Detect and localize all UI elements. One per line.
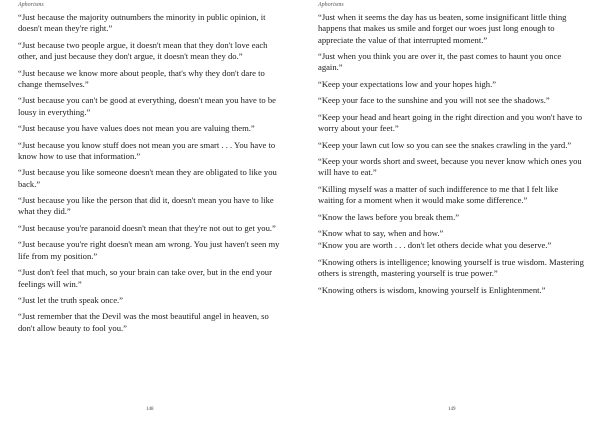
running-header: Aphorisms — [18, 2, 44, 8]
quote: “Knowing others is intelligence; knowing yourself is true wisdom. Mastering others is strength, mastering yourself is true power.” — [318, 256, 584, 279]
quote: “Just because you like the person that did it, doesn't mean you have to like what they did.” — [18, 195, 274, 217]
quote: “Just because you can't be good at everything, doesn't mean you have to be lousy in everything.” — [18, 95, 276, 117]
quote: “Keep your words short and sweet, because you never know which ones you will have to eat.” — [318, 156, 582, 178]
quote: “Know the laws before you break them.” — [318, 211, 460, 222]
quote: “Know what to say, when and how.” — [318, 228, 444, 239]
quote: “Keep your head and heart going in the right direction and you won't have to worry about your feet.” — [318, 111, 583, 134]
quote: “Just because you like someone doesn't mean they are obligated to like you back.” — [18, 167, 277, 189]
quote: “Just because the majority outnumbers the minority in public opinion, it doesn't mean they're right.” — [18, 12, 266, 34]
quote-list — [18, 12, 286, 339]
running-header: Aphorisms — [318, 2, 344, 8]
quote: “Just because you have values does not mean you are valuing them.” — [18, 123, 255, 134]
quote: “Just let the truth speak once.” — [18, 295, 124, 305]
quote: “Knowing others is wisdom, knowing yourself is Enlightenment.” — [318, 284, 546, 295]
page-number: 149 — [448, 407, 456, 412]
quote: “Know you are worth . . . don't let others decide what you deserve.” — [318, 240, 552, 251]
quote: “Keep your expectations low and your hopes high.” — [318, 78, 497, 89]
quote: “Just because two people argue, it doesn't mean that they don't love each other, and just because they don't argue, it doesn't mean they do.” — [18, 39, 268, 62]
quote: “Keep your lawn cut low so you can see the snakes crawling in the yard.” — [318, 139, 572, 150]
quote: “Just because you're paranoid doesn't mean that they're not out to get you.” — [18, 222, 276, 233]
quote-list — [318, 12, 586, 301]
quote: “Just because we know more about people, that's why they don't dare to change themselves.” — [18, 67, 265, 89]
quote: “Killing myself was a matter of such indifference to me that I felt like waiting for a moment when it would make some difference.” — [318, 183, 559, 206]
quote: “Keep your face to the sunshine and you will not see the shadows.” — [318, 95, 550, 106]
quote: “Just because you know stuff does not mean you are smart . . . You have to know how to use that information.” — [18, 139, 276, 161]
quote: “Just when you think you are over it, the past comes to haunt you once again.” — [318, 51, 562, 73]
quote: “Just remember that the Devil was the most beautiful angel in heaven, so don't allow beauty to fool you.” — [18, 311, 269, 333]
quote: “Just when it seems the day has us beaten, some insignificant little thing happens that makes us smile and forget our woes just long enough to appreciate the value of that interrupted moment.” — [318, 12, 567, 45]
page-number: 148 — [146, 407, 154, 412]
right-page — [300, 0, 600, 424]
quote: “Just don't feel that much, so your brain can take over, but in the end your feelings will win.” — [18, 267, 272, 289]
quote: “Just because you're right doesn't mean am wrong. You just haven't seen my life from my position.” — [18, 239, 280, 261]
